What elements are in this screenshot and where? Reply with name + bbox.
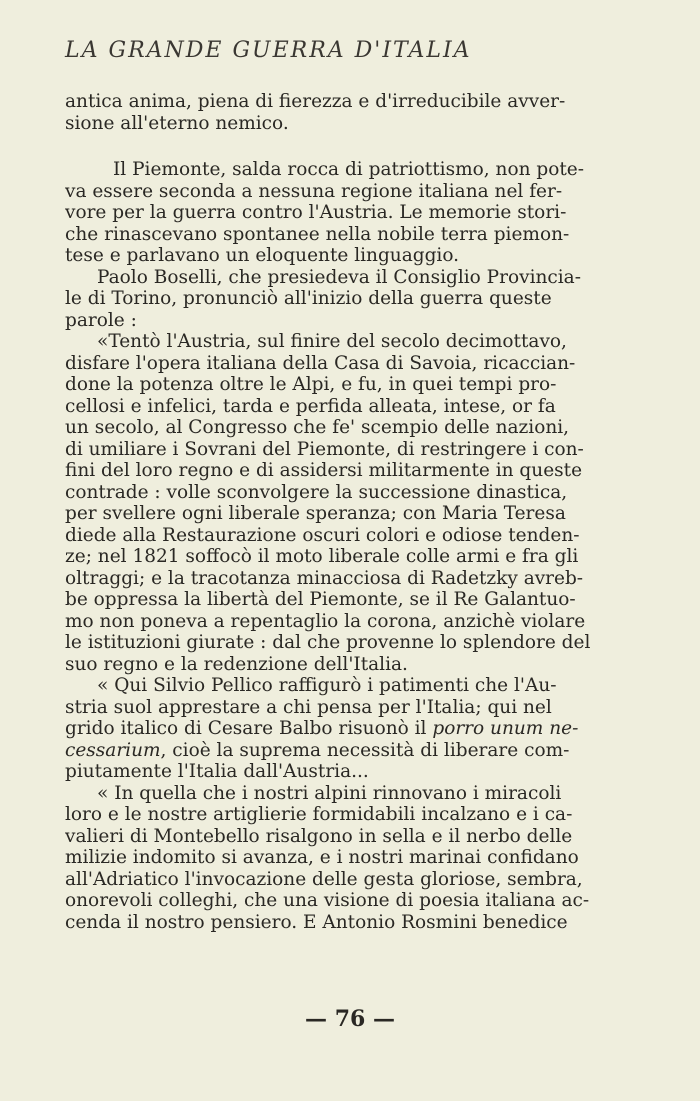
text-line: be oppressa la libertà del Piemonte, se il Re Galantuo- <box>65 589 576 610</box>
latin-phrase-end: cessarium <box>65 739 161 761</box>
text-line: le di Torino, pronunciò all'inizio della guerra queste <box>65 288 552 309</box>
text-line: cellosi e infelici, tarda e perfida alleata, intese, or fa <box>65 395 556 417</box>
text-line: vore per la guerra contro l'Austria. Le memorie stori- <box>65 202 567 223</box>
paragraph-piemonte <box>65 159 656 267</box>
text-line: Paolo Boselli, che presiedeva il Consiglio Provincia- <box>97 266 581 288</box>
text-line: valieri di Montebello risalgono in sella e il nerbo delle <box>65 825 573 847</box>
paragraph-quote-alpini <box>65 783 656 934</box>
text-line: tese e parlavano un eloquente linguaggio. <box>65 245 460 266</box>
text-line: suo regno e la redenzione dell'Italia. <box>65 653 408 675</box>
text-line: onorevoli colleghi, che una visione di poesia italiana ac- <box>65 890 590 911</box>
paragraph-boselli <box>65 267 656 332</box>
text-line: cenda il nostro pensiero. E Antonio Rosmini benedice <box>65 911 568 933</box>
text-line: oltraggi; e la tracotanza minacciosa di Radetzky avreb- <box>65 567 584 589</box>
paragraph-quote-austria <box>65 331 656 675</box>
paragraph-continuation <box>65 91 656 134</box>
text-line: «Tentò l'Austria, sul finire del secolo decimottavo, <box>97 331 567 352</box>
text-segment: grido italico di Cesare Balbo risuonò il <box>65 718 433 739</box>
page-number: — 76 — <box>305 1006 395 1032</box>
text-line: stria suol apprestare a chi pensa per l'Italia; qui nel <box>65 696 552 718</box>
text-line: un secolo, al Congresso che fe' scempio delle nazioni, <box>65 417 570 438</box>
paragraph-gap <box>65 134 656 159</box>
text-line: sione all'eterno nemico. <box>65 112 289 134</box>
text-line: done la potenza oltre le Alpi, e fu, in quei tempi pro- <box>65 374 557 395</box>
text-line: loro e le nostre artiglierie formidabili incalzano e i ca- <box>65 804 573 825</box>
text-line: antica anima, piena di fierezza e d'irreducibile avver- <box>65 91 566 112</box>
text-line: parole : <box>65 309 137 331</box>
text-line: all'Adriatico l'invocazione delle gesta gloriose, sembra, <box>65 868 583 890</box>
text-line: va essere seconda a nessuna regione italiana nel fer- <box>65 180 563 202</box>
paragraph-quote-pellico <box>65 675 656 783</box>
text-line: Il Piemonte, salda rocca di patriottismo, non pote- <box>113 159 584 180</box>
text-line: diede alla Restaurazione oscuri colori e odiose tenden- <box>65 524 580 546</box>
text-line: mo non poneva a repentaglio la corona, anzichè violare <box>65 610 586 632</box>
text-line: per svellere ogni liberale speranza; con Maria Teresa <box>65 503 566 524</box>
latin-phrase: porro unum ne- <box>432 718 579 739</box>
text-line: che rinascevano spontanee nella nobile terra piemon- <box>65 223 570 245</box>
text-line: milizie indomito si avanza, e i nostri marinai confidano <box>65 847 579 868</box>
text-line: « Qui Silvio Pellico raffigurò i patimenti che l'Au- <box>97 675 557 696</box>
text-line: disfare l'opera italiana della Casa di Savoia, ricaccian- <box>65 352 576 374</box>
text-line: contrade : volle sconvolgere la successione dinastica, <box>65 481 568 503</box>
text-line: piutamente l'Italia dall'Austria... <box>65 761 369 782</box>
text-segment: , cioè la suprema necessità di liberare com- <box>160 739 570 761</box>
running-title: LA GRANDE GUERRA D'ITALIA <box>65 38 472 63</box>
text-line <box>65 718 656 740</box>
text-line: di umiliare i Sovrani del Piemonte, di restringere i con- <box>65 438 584 460</box>
text-line: fini del loro regno e di assidersi militarmente in queste <box>65 460 583 481</box>
text-line <box>65 740 656 762</box>
text-line: « In quella che i nostri alpini rinnovano i miracoli <box>97 782 562 804</box>
text-line: le istituzioni giurate : dal che provenne lo splendore del <box>65 632 591 653</box>
text-line: ze; nel 1821 soffocò il moto liberale colle armi e fra gli <box>65 546 579 567</box>
